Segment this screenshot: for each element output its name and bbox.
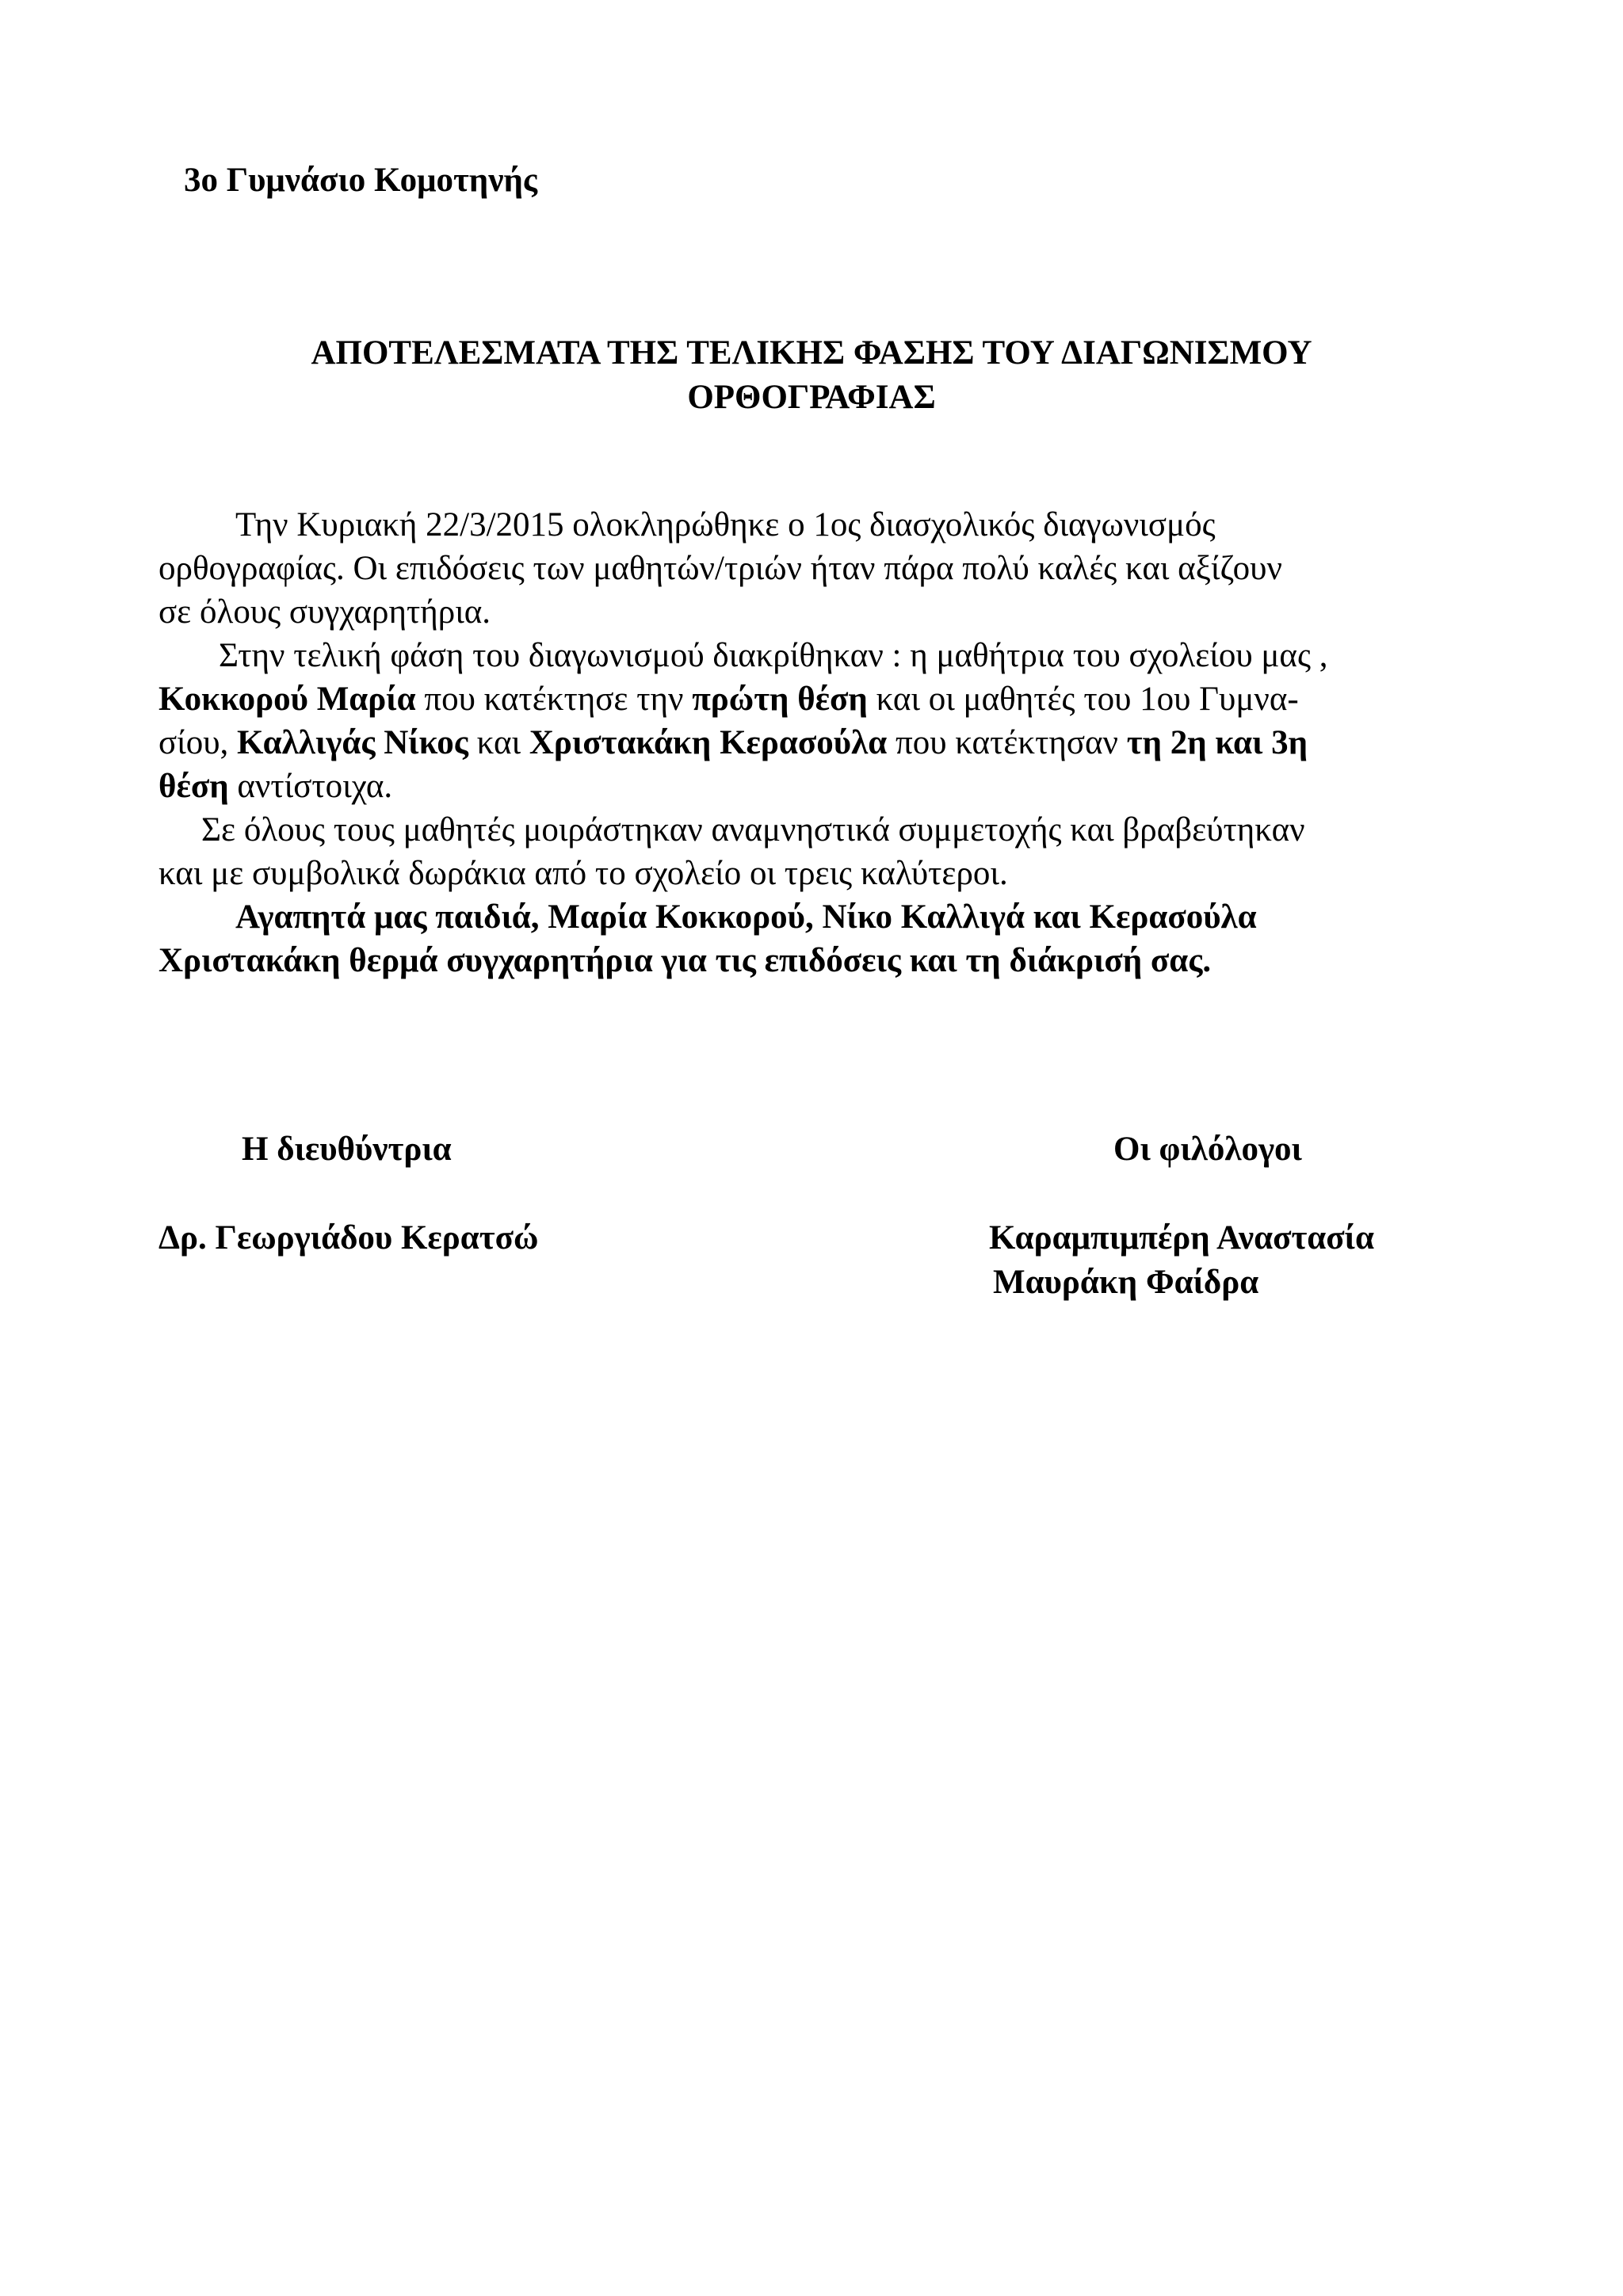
paragraph-2-line-1: Στην τελική φάση του διαγωνισμού διακρίθηκαν : η μαθήτρια του σχολείου μας ,: [219, 637, 1328, 674]
text-segment: και οι μαθητές του 1ου Γυμνα-: [867, 681, 1299, 718]
text-segment: αντίστοιχα.: [228, 768, 393, 805]
school-name: 3ο Γυμνάσιο Κομοτηνής: [184, 162, 537, 199]
paragraph-2-line-3: [158, 721, 1474, 765]
philologists-title: Οι φιλόλογοι: [1113, 1131, 1302, 1168]
paragraph-2-line-4: [158, 765, 1474, 808]
first-place-label: πρώτη θέση: [692, 681, 868, 718]
document-title-line-2: ΟΡΘΟΓΡΑΦΙΑΣ: [687, 379, 936, 416]
third-place-student: Χριστακάκη Κερασούλα: [529, 724, 888, 761]
document-title-line-1: ΑΠΟΤΕΛΕΣΜΑΤΑ ΤΗΣ ΤΕΛΙΚΗΣ ΦΑΣΗΣ ΤΟΥ ΔΙΑΓΩΝΙΣΜΟΥ: [311, 334, 1312, 372]
text-segment: που κατέκτησαν: [887, 724, 1127, 761]
paragraph-1-line-1: Την Κυριακή 22/3/2015 ολοκληρώθηκε ο 1ος διασχολικός διαγωνισμός: [235, 506, 1216, 543]
second-place-student: Καλλιγάς Νίκος: [237, 724, 468, 761]
paragraph-3-line-2: και με συμβολικά δωράκια από το σχολείο οι τρεις καλύτεροι.: [158, 855, 1008, 892]
paragraph-4-line-1: Αγαπητά μας παιδιά, Μαρία Κοκκορού, Νίκο Καλλιγά και Κερασούλα: [235, 898, 1257, 936]
first-place-student: Κοκκορού Μαρία: [158, 681, 416, 718]
document-body: [158, 503, 1474, 982]
paragraph-1-line-2: ορθογραφίας. Οι επιδόσεις των μαθητών/τριών ήταν πάρα πολύ καλές και αξίζουν: [158, 550, 1282, 587]
paragraph-2-line-2: [158, 677, 1474, 721]
second-third-place-label: τη 2η και 3η: [1126, 724, 1308, 761]
second-third-place-label-end: θέση: [158, 768, 229, 805]
text-segment: και: [468, 724, 529, 761]
principal-title: Η διευθύντρια: [242, 1131, 452, 1168]
principal-name: Δρ. Γεωργιάδου Κερατσώ: [158, 1219, 539, 1257]
paragraph-4-line-2: Χριστακάκη θερμά συγχαρητήρια για τις επιδόσεις και τη διάκρισή σας.: [158, 942, 1212, 979]
philologist-name-1: Καραμπιμπέρη Αναστασία: [989, 1219, 1375, 1257]
text-segment: που κατέκτησε την: [415, 681, 693, 718]
paragraph-3-line-1: Σε όλους τους μαθητές μοιράστηκαν αναμνηστικά συμμετοχής και βραβεύτηκαν: [201, 811, 1305, 849]
philologist-name-2: Μαυράκη Φαίδρα: [993, 1264, 1259, 1301]
paragraph-1-line-3: σε όλους συγχαρητήρια.: [158, 593, 491, 631]
text-segment: σίου,: [158, 724, 238, 761]
